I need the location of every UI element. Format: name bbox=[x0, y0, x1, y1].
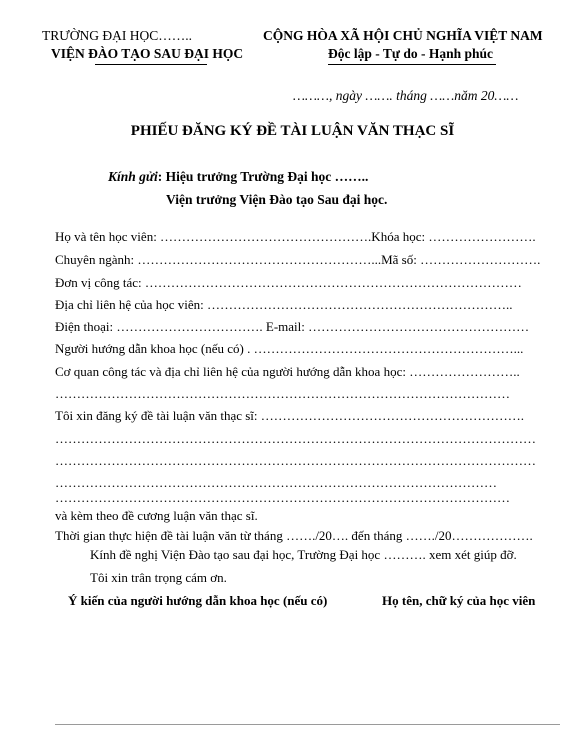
supervisor-line: Người hướng dẫn khoa học (nếu có) . ……………………………………………………... bbox=[55, 341, 524, 356]
outline-attachment-line: và kèm theo đề cương luận văn thạc sĩ. bbox=[55, 508, 258, 523]
greeting-line-1 bbox=[108, 169, 368, 185]
student-address-line: Địa chỉ liên hệ của học viên: …………………………………………………………….. bbox=[55, 297, 513, 312]
motto: Độc lập - Tự do - Hạnh phúc bbox=[328, 46, 494, 61]
thanks-line: Tôi xin trân trọng cám ơn. bbox=[90, 570, 227, 585]
duration-line: Thời gian thực hiện đề tài luận văn từ tháng ……./20…. đến tháng ……./20………………. bbox=[55, 528, 533, 543]
motto-underline bbox=[328, 64, 496, 65]
supervisor-opinion-label: Ý kiến của người hướng dẫn khoa học (nếu có) bbox=[68, 593, 328, 608]
request-line: Kính đề nghị Viện Đào tạo sau đại học, Trường Đại học ………. xem xét giúp đỡ. bbox=[90, 547, 517, 562]
phone-email-line: Điện thoại: ……………………………. E-mail: …………………………………………… bbox=[55, 319, 530, 334]
greeting-label: Kính gửi bbox=[108, 169, 158, 184]
institute-underline bbox=[95, 64, 207, 65]
thesis-topic-continuation-4: …………………………………………………………………………………………… bbox=[55, 490, 510, 505]
supervisor-address-continuation: …………………………………………………………………………………………… bbox=[55, 386, 510, 401]
institute-name: VIỆN ĐÀO TẠO SAU ĐẠI HỌC bbox=[51, 46, 244, 61]
footer-divider bbox=[55, 724, 560, 725]
university-name: TRƯỜNG ĐẠI HỌC…….. bbox=[42, 28, 192, 43]
thesis-topic-continuation-3: ………………………………………………………………………………………… bbox=[55, 475, 497, 490]
document-title: PHIẾU ĐĂNG KÝ ĐỀ TÀI LUẬN VĂN THẠC SĨ bbox=[130, 123, 455, 139]
country-name: CỘNG HÒA XÃ HỘI CHỦ NGHĨA VIỆT NAM bbox=[263, 28, 543, 43]
thesis-topic-continuation-2: ………………………………………………………………………………………………… bbox=[55, 453, 536, 468]
date-line: ………, ngày ……. tháng ……năm 20…… bbox=[293, 88, 519, 103]
thesis-topic-continuation-1: ………………………………………………………………………………………………… bbox=[55, 431, 536, 446]
greeting-recipient-2: Viện trưởng Viện Đào tạo Sau đại học. bbox=[166, 192, 388, 207]
student-name-line: Họ và tên học viên: ………………………………………….Khóa học: ……………………. bbox=[55, 229, 536, 244]
student-signature-label: Họ tên, chữ ký của học viên bbox=[382, 593, 536, 608]
workplace-line: Đơn vị công tác: …………………………………………………………………………… bbox=[55, 275, 522, 290]
supervisor-address-line: Cơ quan công tác và địa chỉ liên hệ của người hướng dẫn khoa học: …………………….. bbox=[55, 364, 520, 379]
greeting-recipient-1: : Hiệu trưởng Trường Đại học …….. bbox=[157, 169, 369, 184]
major-line: Chuyên ngành: ………………………………………………...Mã số: ………………………. bbox=[55, 252, 541, 267]
thesis-topic-line: Tôi xin đăng ký đề tài luận văn thạc sĩ: ……………………………………………………. bbox=[55, 408, 525, 423]
